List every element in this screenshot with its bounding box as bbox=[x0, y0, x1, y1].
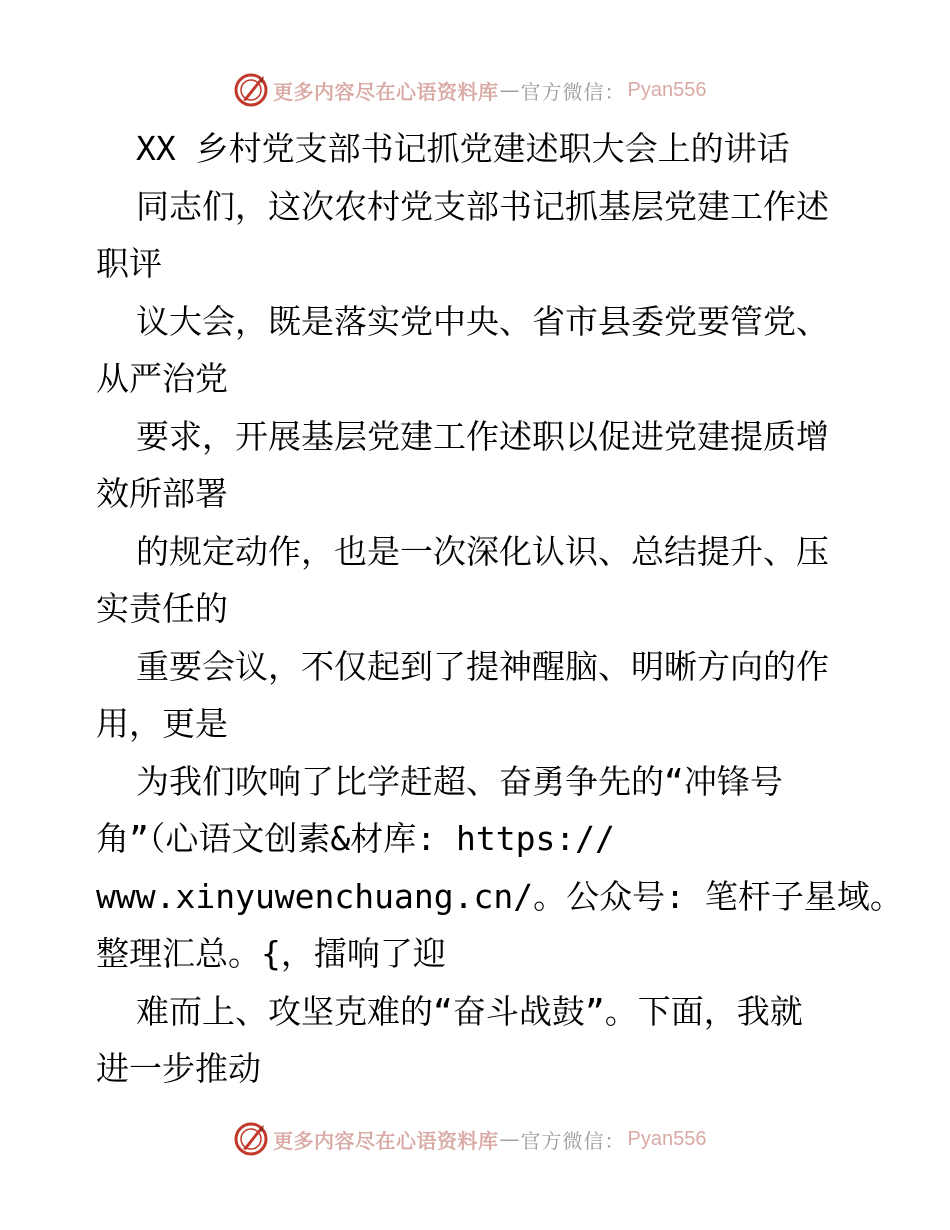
text-line: 效所部署 bbox=[96, 474, 228, 513]
text-line: 难而上、攻坚克难的“奋斗战鼓”。下面，我就 bbox=[136, 991, 803, 1031]
wechat-label: 官方微信： bbox=[520, 1128, 626, 1153]
banner-dash: — bbox=[499, 1127, 520, 1151]
text-line: 议大会，既是落实党中央、省市县委党要管党、 bbox=[136, 301, 829, 341]
header-banner bbox=[233, 70, 706, 110]
site-name: 更多内容尽在心语资料库 bbox=[273, 1128, 499, 1153]
text-line: 的规定动作，也是一次深化认识、总结提升、压 bbox=[136, 531, 829, 571]
document-body bbox=[96, 120, 903, 1098]
document-title: XX 乡村党支部书记抓党建述职大会上的讲话 bbox=[136, 129, 790, 168]
text-line: 从严治党 bbox=[96, 359, 228, 398]
text-line: 角”（心语文创素&材库: https:// bbox=[96, 819, 615, 858]
banner-dash: — bbox=[499, 78, 520, 102]
footer-banner bbox=[233, 1119, 706, 1159]
text-line: 重要会议，不仅起到了提神醒脑、明晰方向的作 bbox=[136, 646, 829, 686]
text-line: 整理汇总。{，擂响了迎 bbox=[96, 934, 446, 973]
text-line: 职评 bbox=[96, 244, 162, 283]
site-name: 更多内容尽在心语资料库 bbox=[273, 79, 499, 104]
text-line: 同志们，这次农村党支部书记抓基层党建工作述 bbox=[136, 186, 829, 226]
text-line: 要求，开展基层党建工作述职以促进党建提质增 bbox=[136, 416, 829, 456]
quill-seal-icon bbox=[233, 1121, 269, 1157]
text-line: www.xinyuwenchuang.cn/。公众号: 笔杆子星域。 bbox=[96, 876, 903, 916]
wechat-label: 官方微信： bbox=[520, 79, 626, 104]
wechat-id: Pyan556 bbox=[627, 78, 707, 101]
text-line: 用，更是 bbox=[96, 704, 228, 743]
text-line: 实责任的 bbox=[96, 589, 228, 628]
text-line: 进一步推动 bbox=[96, 1049, 261, 1088]
wechat-id: Pyan556 bbox=[627, 1127, 707, 1150]
text-line: 为我们吹响了比学赶超、奋勇争先的“冲锋号 bbox=[136, 761, 783, 801]
quill-seal-icon bbox=[233, 72, 269, 108]
